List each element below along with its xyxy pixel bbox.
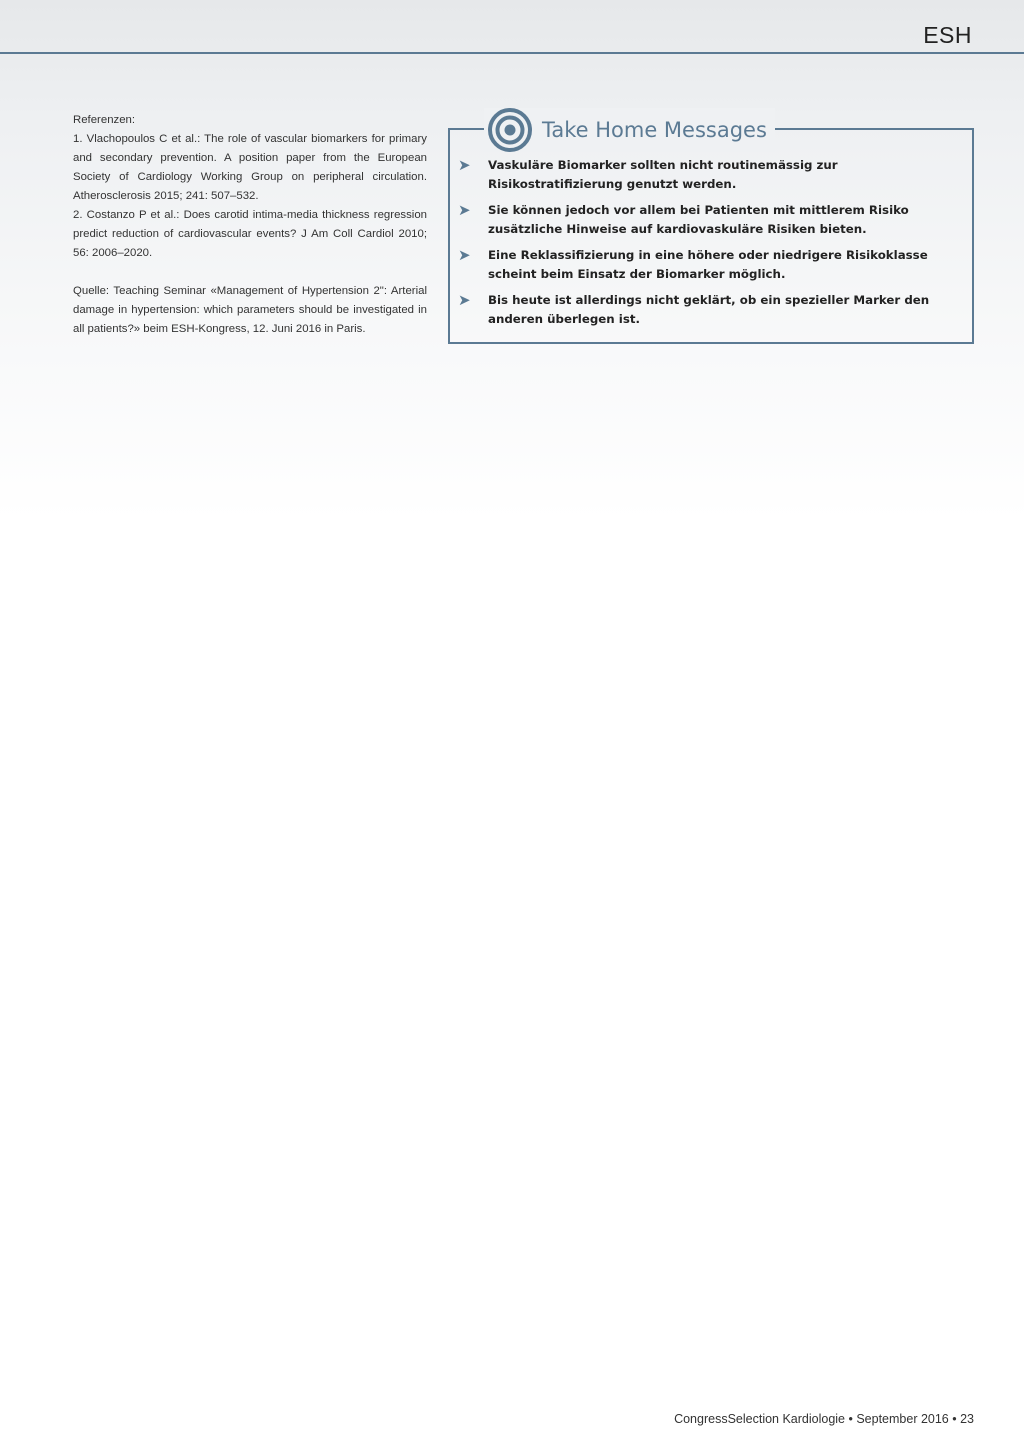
arrow-bullet-icon: ➤: [458, 292, 471, 309]
list-item-text: Vaskuläre Biomarker sollten nicht routinemässig zur Risikostratifizierung genutzt werden.: [488, 158, 838, 191]
list-item: [458, 291, 968, 329]
reference-item-2: 2. Costanzo P et al.: Does carotid intima-media thickness regression predict reduction of cardiovascular events? J Am Coll Cardiol 2010; 56: 2006–2020.: [73, 209, 427, 259]
list-item: [458, 246, 968, 284]
references-column: [73, 111, 427, 339]
take-home-header: [484, 108, 775, 152]
list-item: [458, 156, 968, 194]
references-heading: Referenzen:: [73, 114, 136, 126]
arrow-bullet-icon: ➤: [458, 157, 471, 174]
arrow-bullet-icon: ➤: [458, 247, 471, 264]
source-note: Quelle: Teaching Seminar «Management of Hypertension 2": Arterial damage in hypertension: which parameters should be investigated in all patients?» beim ESH-Kongress, 12. Juni 2016 in Paris.: [73, 285, 427, 335]
section-label: ESH: [923, 22, 972, 48]
list-item-text: Eine Reklassifizierung in eine höhere oder niedrigere Risikoklasse scheint beim Einsatz der Biomarker möglich.: [488, 248, 928, 281]
list-item: [458, 201, 968, 239]
list-item-text: Bis heute ist allerdings nicht geklärt, ob ein spezieller Marker den anderen überlegen ist.: [488, 293, 930, 326]
target-icon: [488, 108, 532, 152]
take-home-title: Take Home Messages: [542, 118, 767, 142]
reference-item-1: 1. Vlachopoulos C et al.: The role of vascular biomarkers for primary and secondary prevention. A position paper from the European Society of Cardiology Working Group on peripheral circulation. Atherosclerosis 2015; 241: 507–532.: [73, 133, 427, 202]
page-footer: CongressSelection Kardiologie • September 2016 • 23: [674, 1412, 974, 1426]
header-rule: [0, 52, 1024, 54]
spacer: [73, 263, 427, 282]
take-home-list: [458, 156, 968, 336]
arrow-bullet-icon: ➤: [458, 202, 471, 219]
list-item-text: Sie können jedoch vor allem bei Patienten mit mittlerem Risiko zusätzliche Hinweise auf kardiovaskuläre Risiken bieten.: [488, 203, 909, 236]
